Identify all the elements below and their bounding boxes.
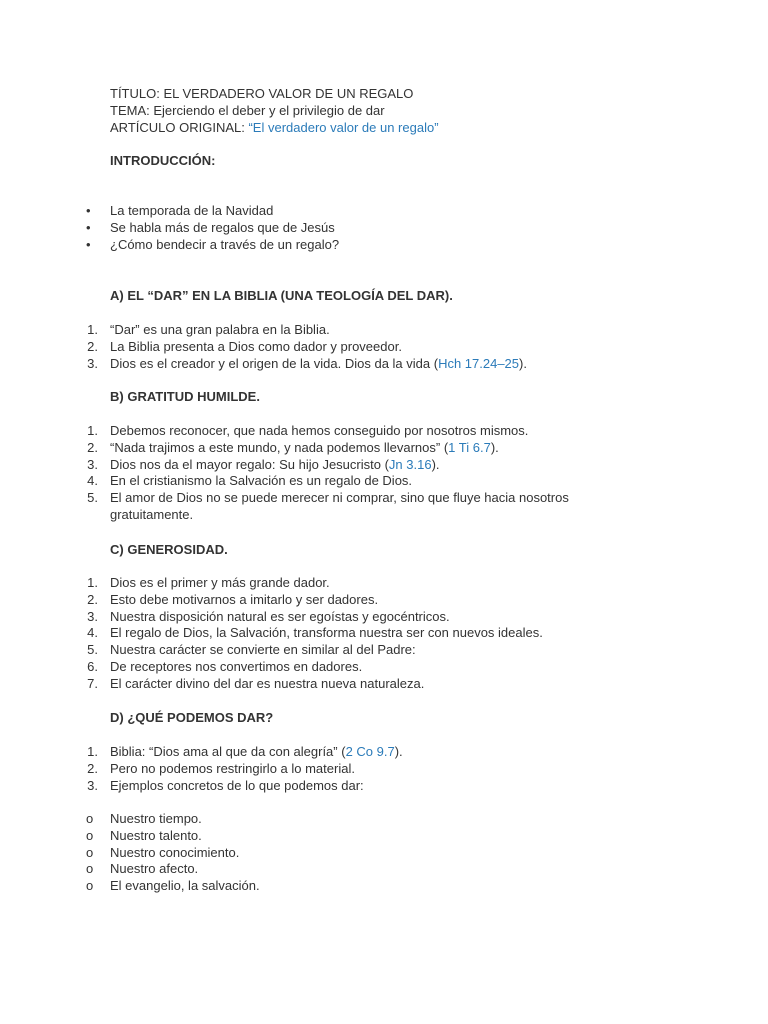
section-a-list bbox=[0, 322, 768, 372]
list-item: • La temporada de la Navidad bbox=[86, 203, 274, 218]
bible-ref-link[interactable]: Jn 3.16 bbox=[388, 456, 432, 472]
list-number: 3. bbox=[87, 456, 98, 472]
bullet-marker: • bbox=[86, 203, 91, 218]
list-item: o Nuestro afecto. bbox=[86, 861, 199, 877]
list-item: 3. Nuestra disposición natural es ser egoístas y egocéntricos. bbox=[0, 609, 768, 626]
original-article-line bbox=[0, 120, 768, 137]
list-item: o Nuestro talento. bbox=[86, 827, 202, 843]
list-item: • ¿Cómo bendecir a través de un regalo? bbox=[86, 236, 340, 252]
list-number: 4. bbox=[87, 625, 98, 641]
list-number: 1. bbox=[87, 575, 98, 590]
bullet-marker: • bbox=[86, 236, 91, 252]
list-number: 5. bbox=[87, 490, 98, 506]
circle-bullet: o bbox=[86, 861, 94, 877]
section-c-heading: C) GENEROSIDAD. bbox=[110, 542, 228, 557]
list-item: 7. El carácter divino del dar es nuestra nueva naturaleza. bbox=[0, 676, 768, 693]
section-a-heading: A) EL “DAR” EN LA BIBLIA (UNA TEOLOGÍA DEL DAR). bbox=[110, 288, 453, 303]
list-number: 6. bbox=[87, 658, 98, 674]
list-item: 2. Pero no podemos restringirlo a lo material. bbox=[0, 761, 768, 778]
list-item: o Nuestro tiempo. bbox=[86, 811, 202, 826]
list-item: 3. Dios es el creador y el origen de la vida. Dios da la vida (Hch 17.24–25). bbox=[0, 356, 768, 373]
bible-ref-link[interactable]: Hch 17.24–25 bbox=[438, 355, 520, 371]
list-number: 3. bbox=[87, 777, 98, 793]
original-article-link[interactable]: “El verdadero valor de un regalo” bbox=[248, 119, 439, 135]
list-number: 1. bbox=[87, 744, 98, 759]
topic-line: TEMA: Ejerciendo el deber y el privilegio de dar bbox=[110, 102, 385, 118]
list-number: 2. bbox=[87, 760, 98, 776]
list-item: o Nuestro conocimiento. bbox=[86, 844, 240, 860]
list-number: 2. bbox=[87, 591, 98, 607]
circle-bullet: o bbox=[86, 878, 94, 894]
bible-ref-link[interactable]: 2 Co 9.7 bbox=[345, 744, 395, 759]
circle-bullet: o bbox=[86, 827, 94, 843]
document-header bbox=[0, 86, 768, 136]
list-number: 4. bbox=[87, 473, 98, 489]
list-item: 3. Ejemplos concretos de lo que podemos dar: bbox=[0, 778, 768, 795]
bullet-marker: • bbox=[86, 219, 91, 235]
section-b-heading: B) GRATITUD HUMILDE. bbox=[110, 389, 260, 404]
list-item: o El evangelio, la salvación. bbox=[86, 878, 260, 894]
list-number: 5. bbox=[87, 642, 98, 658]
list-item: 6. De receptores nos convertimos en dadores. bbox=[0, 659, 768, 676]
intro-list bbox=[0, 203, 768, 253]
list-item: 1. “Dar” es una gran palabra en la Biblia. bbox=[0, 322, 768, 339]
list-number: 2. bbox=[87, 439, 98, 455]
intro-heading-block bbox=[0, 153, 768, 170]
list-number: 7. bbox=[87, 675, 98, 691]
section-b-heading-block bbox=[0, 389, 768, 406]
list-item: 2. Esto debe motivarnos a imitarlo y ser dadores. bbox=[0, 592, 768, 609]
list-item: 1. Debemos reconocer, que nada hemos conseguido por nosotros mismos. bbox=[0, 423, 768, 440]
list-number: 2. bbox=[87, 338, 98, 354]
list-number: 3. bbox=[87, 355, 98, 371]
section-b-list bbox=[0, 423, 768, 524]
list-item: 2. “Nada trajimos a este mundo, y nada podemos llevarnos” (1 Ti 6.7). bbox=[0, 440, 768, 457]
list-number: 1. bbox=[87, 322, 98, 337]
original-article-label: ARTÍCULO ORIGINAL: bbox=[110, 119, 249, 135]
section-d-heading-block bbox=[0, 710, 768, 727]
intro-heading: INTRODUCCIÓN: bbox=[110, 153, 216, 168]
list-number: 1. bbox=[87, 423, 98, 438]
section-c-list bbox=[0, 575, 768, 693]
list-item: 2. La Biblia presenta a Dios como dador y proveedor. bbox=[0, 339, 768, 356]
list-item: 3. Dios nos da el mayor regalo: Su hijo Jesucristo (Jn 3.16). bbox=[0, 457, 768, 474]
section-d-sublist bbox=[0, 811, 768, 895]
section-d-heading: D) ¿QUÉ PODEMOS DAR? bbox=[110, 710, 274, 725]
list-item: 1. Biblia: “Dios ama al que da con alegría” (2 Co 9.7). bbox=[0, 744, 768, 761]
list-item: 4. El regalo de Dios, la Salvación, transforma nuestra ser con nuevos ideales. bbox=[0, 625, 768, 642]
list-item: 5. Nuestra carácter se convierte en similar al del Padre: bbox=[0, 642, 768, 659]
bible-ref-link[interactable]: 1 Ti 6.7 bbox=[448, 439, 491, 455]
section-d-list bbox=[0, 744, 768, 794]
list-number: 3. bbox=[87, 608, 98, 624]
section-c-heading-block bbox=[0, 542, 768, 559]
list-item: 5. El amor de Dios no se puede merecer ni comprar, sino que fluye hacia nosotros gratuitamente. bbox=[0, 490, 588, 524]
title-line: TÍTULO: EL VERDADERO VALOR DE UN REGALO bbox=[110, 86, 414, 101]
circle-bullet: o bbox=[86, 844, 94, 860]
section-a-heading-block bbox=[0, 288, 768, 305]
list-item: 4. En el cristianismo la Salvación es un regalo de Dios. bbox=[0, 473, 768, 490]
list-item: 1. Dios es el primer y más grande dador. bbox=[0, 575, 768, 592]
list-item: • Se habla más de regalos que de Jesús bbox=[86, 219, 335, 235]
circle-bullet: o bbox=[86, 811, 94, 826]
